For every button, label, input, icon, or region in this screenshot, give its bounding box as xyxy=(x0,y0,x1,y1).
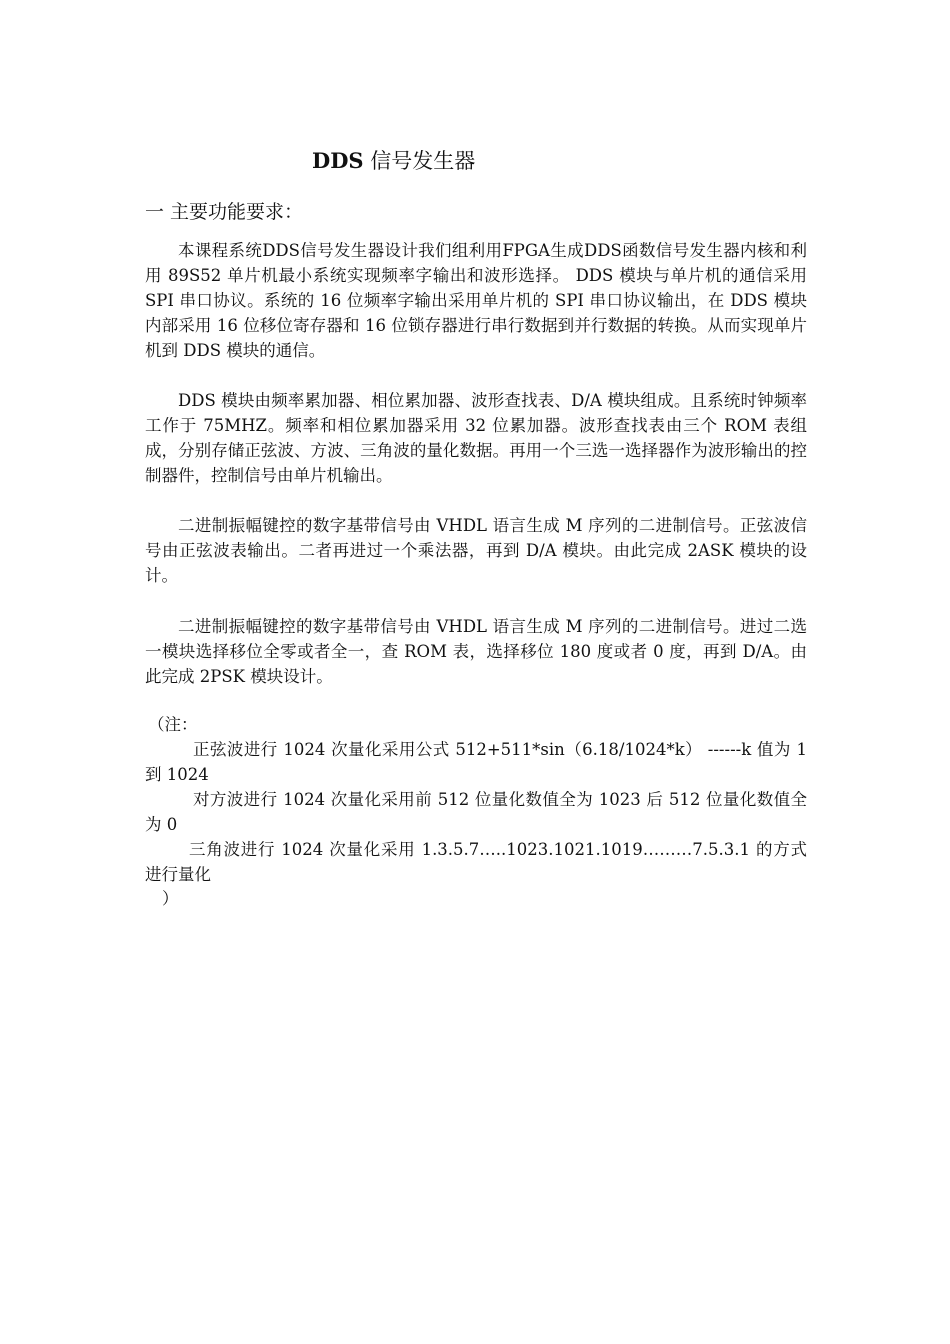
note-close: ） xyxy=(162,889,179,908)
title-acronym: DDS xyxy=(312,148,364,173)
note-square: 对方波进行 1024 次量化采用前 512 位量化数值全为 1023 后 512 位量化数值全为 0 xyxy=(145,790,807,834)
note-sine: 正弦波进行 1024 次量化采用公式 512+511*sin（6.18/1024*k） ------k 值为 1 到 1024 xyxy=(145,740,807,784)
section-heading: 一 主要功能要求： xyxy=(145,201,304,223)
document-title xyxy=(312,146,475,176)
title-text: 信号发生器 xyxy=(363,149,476,173)
note-triangle: 三角波进行 1024 次量化采用 1.3.5.7…..1023.1021.1019………7.5.3.1 的方式进行量化 xyxy=(145,840,807,884)
paragraph-dds-module: DDS 模块由频率累加器、相位累加器、波形查找表、D/A 模块组成。且系统时钟频率工作于 75MHZ。频率和相位累加器采用 32 位累加器。波形查找表由三个 ROM 表组成，分别存储正弦波、方波、三角波的量化数据。再用一个三选一选择器作为波形输出的控制器件，控制信号由单片机输出。 xyxy=(145,391,807,485)
paragraph-overview: 本课程系统DDS信号发生器设计我们组利用FPGA生成DDS函数信号发生器内核和利用 89S52 单片机最小系统实现频率字输出和波形选择。 DDS 模块与单片机的通信采用 SPI 串口协议。系统的 16 位频率字输出采用单片机的 SPI 串口协议输出，在 DDS 模块内部采用 16 位移位寄存器和 16 位锁存器进行串行数据到并行数据的转换。从而实现单片机到 DDS 模块的通信。 xyxy=(145,241,807,360)
paragraph-2psk: 二进制振幅键控的数字基带信号由 VHDL 语言生成 M 序列的二进制信号。进过二选一模块选择移位全零或者全一，查 ROM 表，选择移位 180 度或者 0 度，再到 D/A。由此完成 2PSK 模块设计。 xyxy=(145,617,807,686)
paragraph-2ask: 二进制振幅键控的数字基带信号由 VHDL 语言生成 M 序列的二进制信号。正弦波信号由正弦波表输出。二者再进过一个乘法器，再到 D/A 模块。由此完成 2ASK 模块的设计。 xyxy=(145,516,807,585)
note-open: （注： xyxy=(148,715,198,734)
